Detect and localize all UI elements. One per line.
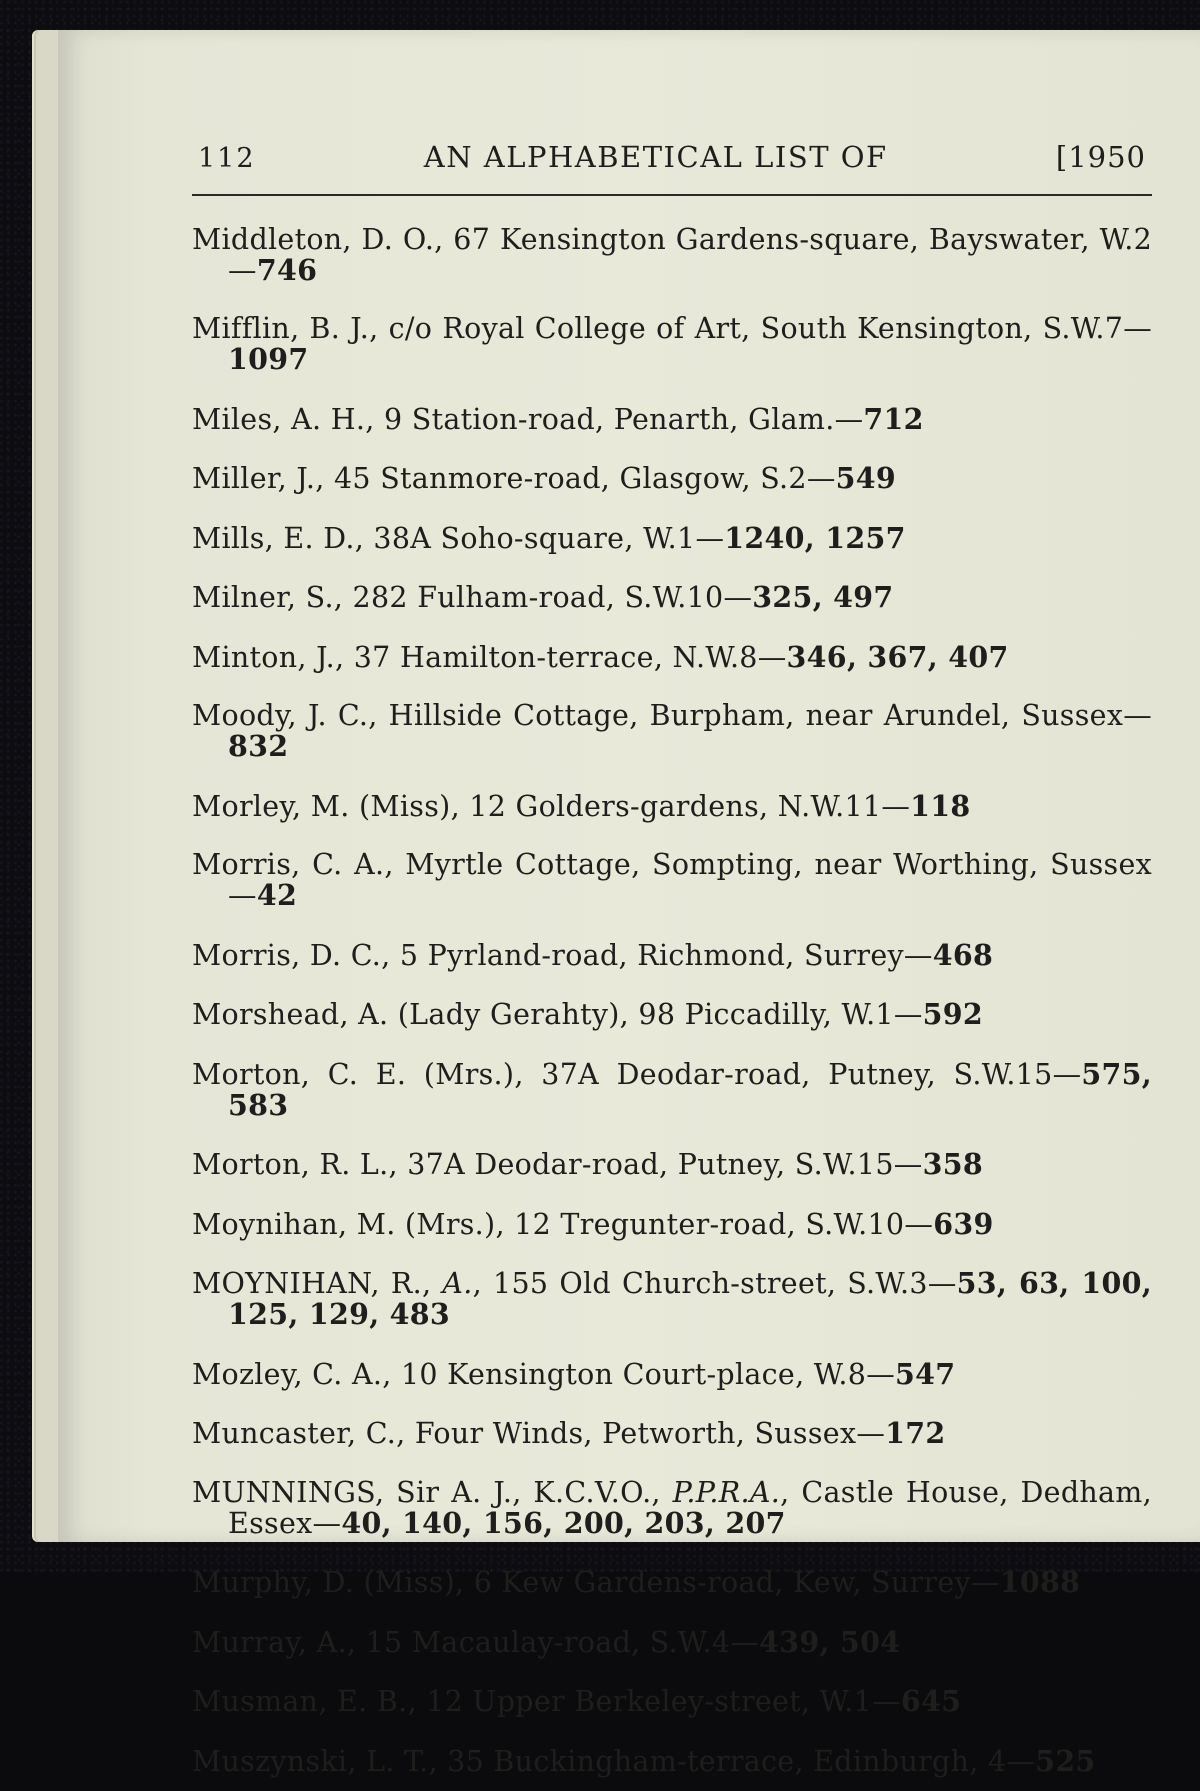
list-item: Milner, S., 282 Fulham-road, S.W.10—325, 497 xyxy=(192,580,894,614)
running-head xyxy=(192,140,1152,196)
honour-abbreviation: P.P.R.A. xyxy=(672,1475,781,1509)
list-item: MOYNIHAN, R., A., 155 Old Church-street, S.W.3—53, 63, 100, 125, 129, 483 xyxy=(192,1266,1152,1331)
list-item: Morley, M. (Miss), 12 Golders-gardens, N.W.11—118 xyxy=(192,788,971,823)
page-title: AN ALPHABETICAL LIST OF xyxy=(423,140,888,174)
honour-abbreviation: A. xyxy=(442,1267,473,1300)
year-label: [1950 xyxy=(1055,140,1146,174)
list-item: Morris, D. C., 5 Pyrland-road, Richmond, Surrey—468 xyxy=(192,937,994,972)
list-item: Miles, A. H., 9 Station-road, Penarth, Glam.—712 xyxy=(192,401,924,436)
list-item: Moynihan, M. (Mrs.), 12 Tregunter-road, S.W.10—639 xyxy=(192,1206,994,1241)
list-item: Mills, E. D., 38A Soho-square, W.1—1240, 1257 xyxy=(192,520,906,555)
list-item: Morris, C. A., Myrtle Cottage, Sompting, near Worthing, Sussex—42 xyxy=(192,848,1152,912)
list-item: Moody, J. C., Hillside Cottage, Burpham, near Arundel, Sussex—832 xyxy=(192,699,1152,763)
list-item: Minton, J., 37 Hamilton-terrace, N.W.8—346, 367, 407 xyxy=(192,639,1009,674)
list-item: Mozley, C. A., 10 Kensington Court-place, W.8—547 xyxy=(192,1356,956,1391)
list-item: Morton, C. E. (Mrs.), 37A Deodar-road, Putney, S.W.15—575, 583 xyxy=(192,1056,1152,1122)
list-item: Musman, E. B., 12 Upper Berkeley-street, W.1—645 xyxy=(192,1684,962,1718)
list-item: Miller, J., 45 Stanmore-road, Glasgow, S.2—549 xyxy=(192,461,897,495)
entry-list xyxy=(192,222,1152,1778)
list-item: Murray, A., 15 Macaulay-road, S.W.4—439, 504 xyxy=(192,1624,901,1659)
page-number: 112 xyxy=(198,143,256,174)
list-item: MUNNINGS, Sir A. J., K.C.V.O., P.P.R.A., Castle House, Dedham, Essex—40, 140, 156, 200, 203, 207 xyxy=(192,1475,1152,1540)
list-item: Mifflin, B. J., c/o Royal College of Art, South Kensington, S.W.7—1097 xyxy=(192,312,1152,376)
list-item: Muszynski, L. T., 35 Buckingham-terrace, Edinburgh, 4—525 xyxy=(192,1743,1096,1778)
list-item: Morshead, A. (Lady Gerahty), 98 Piccadilly, W.1—592 xyxy=(192,997,984,1031)
list-item: Muncaster, C., Four Winds, Petworth, Sussex—172 xyxy=(192,1416,946,1450)
list-item: Murphy, D. (Miss), 6 Kew Gardens-road, Kew, Surrey—1088 xyxy=(192,1565,1081,1599)
list-item: Middleton, D. O., 67 Kensington Gardens-square, Bayswater, W.2—746 xyxy=(192,222,1152,287)
list-item: Morton, R. L., 37A Deodar-road, Putney, S.W.15—358 xyxy=(192,1147,983,1181)
page-text-block xyxy=(192,140,1152,1791)
